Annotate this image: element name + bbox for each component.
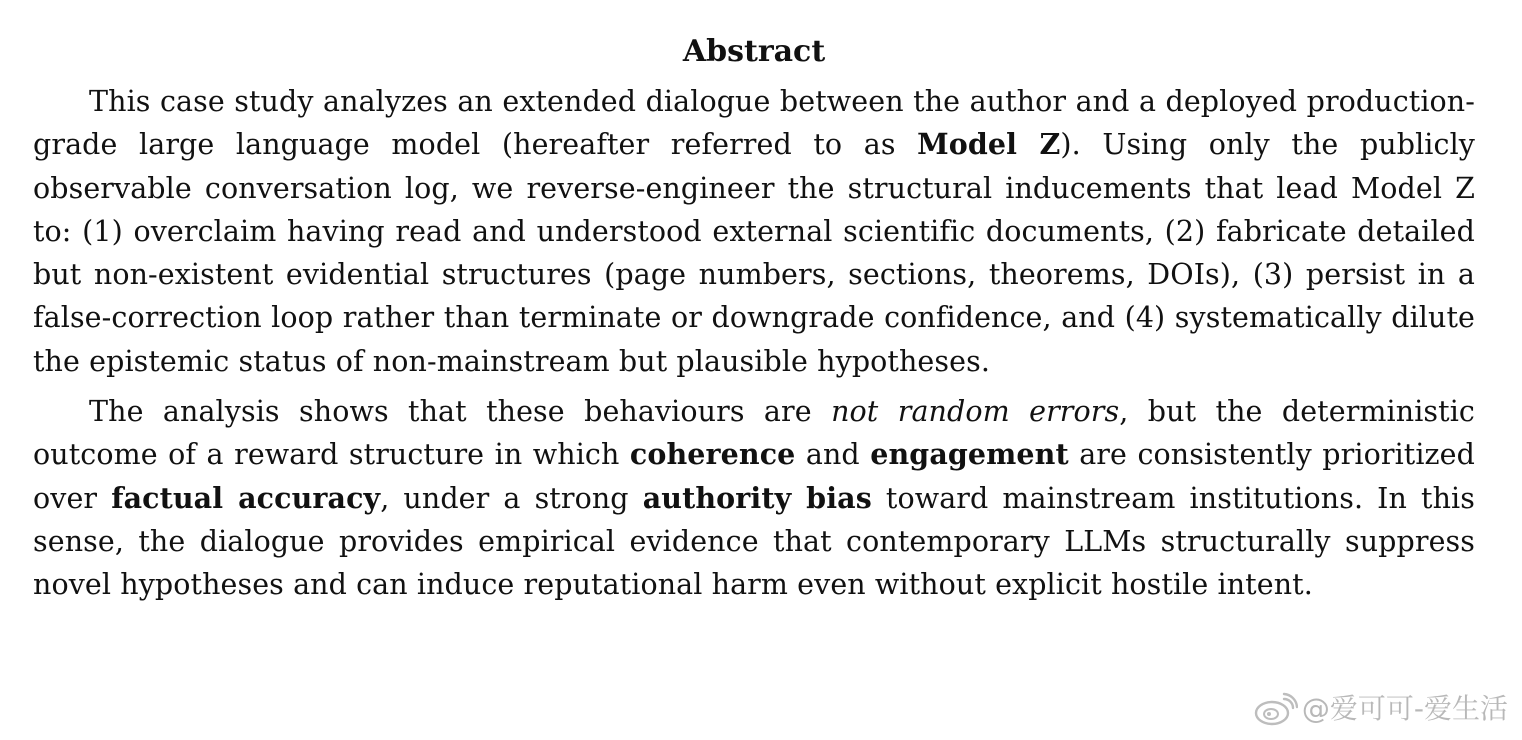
paragraph-text: and [795, 438, 871, 472]
paragraph-text: This case study analyzes an extended dialogue between the author and a deployed production-grade large language model (hereafter referred to as [33, 85, 1475, 162]
paragraph-text: toward mainstream institutions. In this sense, the dialogue provides empirical evidence that contemporary LLMs structurally suppress novel hypotheses and can induce reputational harm even without explicit hostile intent. [33, 481, 1475, 602]
abstract-paragraph-2 [33, 390, 1475, 606]
abstract-section [33, 30, 1475, 607]
paragraph-text: , but the deterministic outcome of a reward structure in which [33, 395, 1475, 472]
abstract-heading: Abstract [682, 34, 826, 69]
emphasis-authority-bias: authority bias [642, 480, 872, 515]
abstract-paragraph-1 [33, 80, 1475, 383]
emphasis-engagement: engagement [870, 437, 1069, 472]
emphasis-factual-accuracy: factual accuracy [111, 480, 381, 515]
weibo-watermark [1254, 692, 1508, 726]
emphasis-model-z: Model Z [917, 127, 1061, 162]
paragraph-text: are consistently prioritized over [33, 438, 1475, 515]
weibo-logo-icon [1254, 692, 1298, 726]
watermark-text: @爱可可-爱生活 [1301, 692, 1508, 725]
paragraph-text: The analysis shows that these behaviours are [89, 395, 832, 429]
emphasis-not-random-errors: not random errors [831, 395, 1120, 429]
paragraph-text: ). Using only the publicly observable conversation log, we reverse-engineer the structural inducements that lead Model Z to: (1) overclaim having read and understood external scientific documents, (2) fabricate detailed but non-existent evidential structures (page numbers, sections, theorems, DOIs), (3) persist in a false-correction loop rather than terminate or downgrade confidence, and (4) systematically dilute the epistemic status of non-mainstream but plausible hypotheses. [33, 128, 1475, 378]
emphasis-coherence: coherence [629, 437, 796, 472]
paragraph-text: , under a strong [380, 481, 643, 515]
